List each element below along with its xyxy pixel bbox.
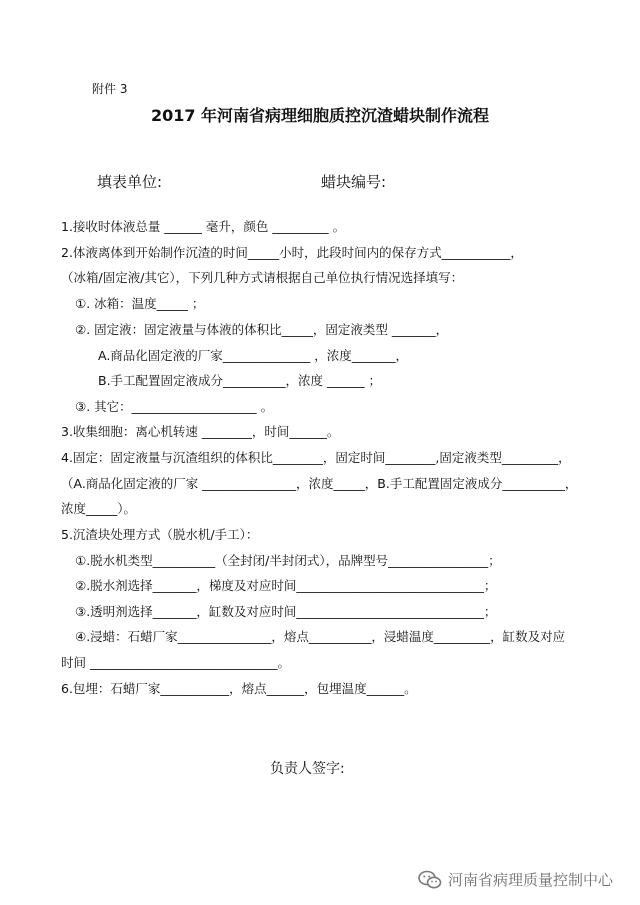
line-fixative-ratio: ②. 固定液：固定液量与体液的体积比_____，固定液类型 _______， <box>75 322 449 337</box>
watermark-text: 河南省病理质量控制中心 <box>448 871 614 889</box>
line-wax-infiltration: ④.浸蜡：石蜡厂家_______________，熔点__________，浸蜡温度_________，缸数及对应 <box>75 629 566 644</box>
line-4-concentration: 浓度_____）。 <box>61 501 137 516</box>
line-manual-fixative: B.手工配置固定液成分__________，浓度 ______ ； <box>98 373 381 388</box>
line-4-fixation: 4.固定：固定液量与沉渣组织的体积比________，固定时间________,固定液类型_________， <box>61 450 571 465</box>
line-clearing-agent: ③.透明剂选择_______，缸数及对应时间______________________________； <box>75 604 497 619</box>
line-3-centrifuge: 3.收集细胞：离心机转速 ________，时间______。 <box>61 424 340 439</box>
line-other: ③. 其它：____________________ 。 <box>75 399 274 414</box>
line-2-preservation-options: （冰箱/固定液/其它），下列几种方式请根据自己单位执行情况选择填写： <box>61 270 464 285</box>
line-dehydrant: ②.脱水剂选择_______，梯度及对应时间______________________________； <box>75 578 497 593</box>
line-dehydrator-type: ①.脱水机类型__________（全封闭/半封闭式），品牌型号________________； <box>75 553 501 568</box>
line-4-fixative-details: （A.商品化固定液的厂家 _______________，浓度_____，B.手工配置固定液成分__________， <box>61 476 578 491</box>
line-5-processing-method: 5.沉渣块处理方式（脱水机/手工）： <box>61 527 259 542</box>
line-wax-infiltration-time: 时间 ______________________________。 <box>61 655 290 670</box>
line-6-embedding: 6.包埋：石蜡厂家___________，熔点______，包埋温度______。 <box>61 681 417 696</box>
signature-label: 负责人签字: <box>270 761 345 777</box>
document-title: 2017 年河南省病理细胞质控沉渣蜡块制作流程 <box>150 106 490 125</box>
watermark <box>418 869 613 890</box>
line-fridge-temperature: ①. 冰箱：温度_____ ； <box>75 296 205 311</box>
attachment-label: 附件 3 <box>92 82 128 96</box>
wechat-icon <box>418 870 442 890</box>
unit-field-label: 填表单位: <box>97 173 163 191</box>
line-1-fluid-volume: 1.接收时体液总量 ______ 毫升，颜色 _________ 。 <box>61 219 346 234</box>
block-number-field-label: 蜡块编号: <box>321 173 387 191</box>
line-2-preservation-time: 2.体液离体到开始制作沉渣的时间_____小时，此段时间内的保存方式___________， <box>61 245 523 260</box>
line-commercial-fixative: A.商品化固定液的厂家______________ ，浓度_______， <box>98 348 409 363</box>
